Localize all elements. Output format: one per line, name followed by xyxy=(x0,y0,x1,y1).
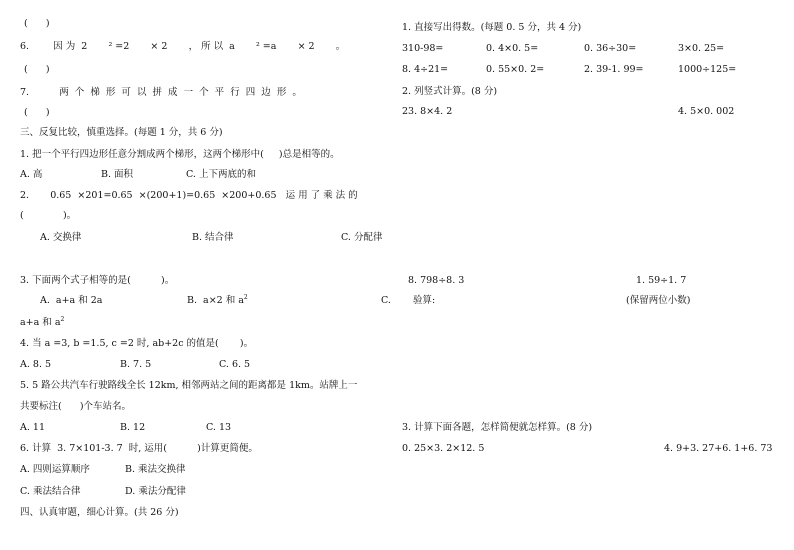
q7-statement: 7. 两 个 梯 形 可 以 拼 成 一 个 平 行 四 边 形 。 xyxy=(20,87,302,98)
choice-q3-option-c-label: C. xyxy=(381,295,391,306)
part3-item-1: 0. 25×3. 2×12. 5 xyxy=(402,443,485,454)
q7-answer-paren: ( ) xyxy=(24,107,50,118)
choice-q6-option-d: D. 乘法分配律 xyxy=(125,486,186,497)
part2-item-2: 4. 5×0. 002 xyxy=(678,106,735,117)
choice-q1-option-a: A. 高 xyxy=(20,169,43,180)
choice-q3-option-c: a+a 和 $a^2$ xyxy=(20,315,65,328)
part1-item-6: 0. 55×0. 2= xyxy=(486,64,545,75)
choice-q4-option-b: B. 7. 5 xyxy=(120,359,152,370)
part1-item-7: 2. 39-1. 99= xyxy=(584,64,644,75)
part2-item-4: 1. 59÷1. 7 xyxy=(636,275,687,286)
choice-q4-option-c: C. 6. 5 xyxy=(219,359,251,370)
part2-item-1: 23. 8×4. 2 xyxy=(402,106,453,117)
choice-q6-option-b: B. 乘法交换律 xyxy=(125,464,186,475)
choice-q5-option-c: C. 13 xyxy=(206,422,232,433)
part1-item-3: 0. 36÷30= xyxy=(584,43,637,54)
section-3-title: 三、反复比较，慎重选择。(每题 1 分，共 6 分) xyxy=(20,127,223,138)
choice-q3-option-a: A. a+a 和 2a xyxy=(40,295,103,306)
part1-item-4: 3×0. 25= xyxy=(678,43,725,54)
choice-q1-option-c: C. 上下两底的和 xyxy=(186,169,256,180)
part3-item-2: 4. 9+3. 27+6. 1+6. 73 xyxy=(664,443,773,454)
choice-q5: 5. 5 路公共汽车行驶路线全长 12km, 相邻两站之间的距离都是 1km。站牌上一 xyxy=(20,380,358,391)
choice-q5-option-b: B. 12 xyxy=(120,422,146,433)
choice-q5-option-a: A. 11 xyxy=(20,422,45,433)
choice-q1-option-b: B. 面积 xyxy=(101,169,134,180)
choice-q2-option-b: B. 结合律 xyxy=(192,232,234,243)
choice-q6-option-a: A. 四则运算顺序 xyxy=(20,464,90,475)
choice-q1: 1. 把一个平行四边形任意分割成两个梯形，这两个梯形中( )总是相等的。 xyxy=(20,149,340,160)
part1-title: 1. 直接写出得数。(每题 0. 5 分，共 4 分) xyxy=(402,22,582,33)
choice-q4-option-a: A. 8. 5 xyxy=(20,359,52,370)
part1-item-5: 8. 4÷21= xyxy=(402,64,449,75)
section-4-title: 四、认真审题，细心计算。(共 26 分) xyxy=(20,507,179,518)
part2-item-3: 8. 798÷8. 3 xyxy=(408,275,465,286)
choice-q3: 3. 下面两个式子相等的是( )。 xyxy=(20,275,175,286)
choice-q2-paren: ( )。 xyxy=(20,210,77,221)
choice-q6: 6. 计算 3. 7×101-3. 7 时, 运用( )计算更简便。 xyxy=(20,443,258,454)
q6-answer-paren: ( ) xyxy=(24,64,50,75)
choice-q4: 4. 当 a =3, b =1.5, c =2 时, ab+2c 的值是( )。 xyxy=(20,338,254,349)
part2-title: 2. 列竖式计算。(8 分) xyxy=(402,86,498,97)
part1-item-8: 1000÷125= xyxy=(678,64,737,75)
choice-q2: 2. 0.65 ×201=0.65 ×(200+1)=0.65 ×200+0.65 运 用 了 乘 法 的 xyxy=(20,190,358,201)
choice-q2-option-a: A. 交换律 xyxy=(40,232,82,243)
part3-title: 3. 计算下面各题，怎样简便就怎样算。(8 分) xyxy=(402,422,593,433)
choice-q3-option-b: B. a×2 和 $a^2$ xyxy=(187,293,248,306)
q5-answer-paren: ( ) xyxy=(24,18,50,29)
part1-item-2: 0. 4×0. 5= xyxy=(486,43,539,54)
choice-q6-option-c: C. 乘法结合律 xyxy=(20,486,81,497)
q6-statement: 6. 因 为 2 ² =2 × 2 ， 所 以 a ² =a × 2 。 xyxy=(20,41,346,52)
choice-q2-option-c: C. 分配律 xyxy=(341,232,383,243)
part2-rounding-note: (保留两位小数) xyxy=(626,295,691,306)
choice-q5-cont: 共要标注( )个车站名。 xyxy=(20,401,132,412)
part2-check-label: 验算: xyxy=(413,295,436,306)
part1-item-1: 310-98= xyxy=(402,43,444,54)
